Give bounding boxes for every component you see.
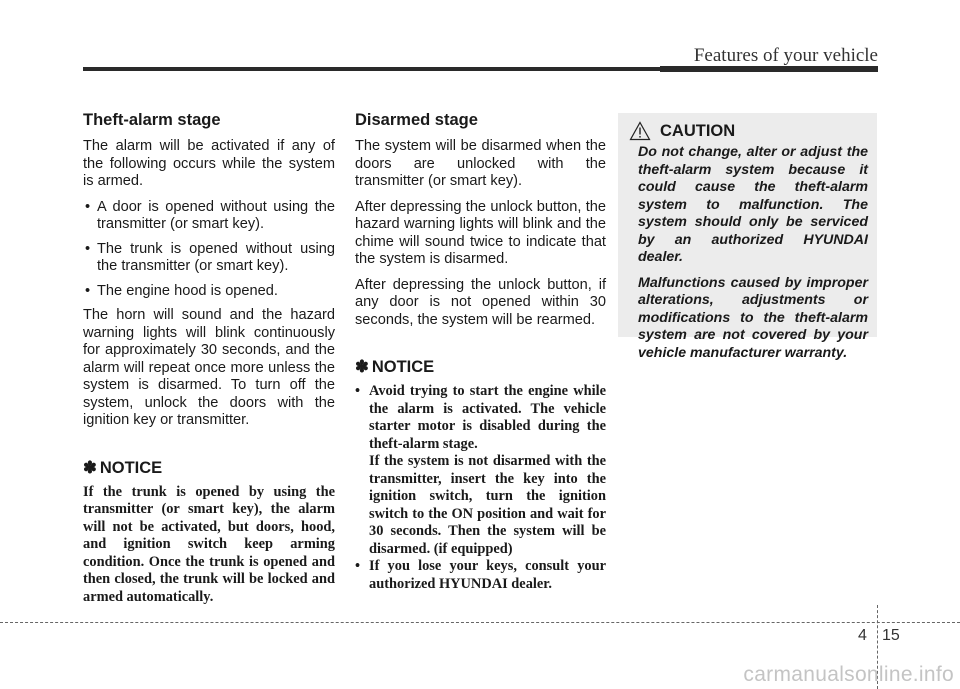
disarmed-para-3: After depressing the unlock button, if any door is not opened within 30 seconds, the system will be rearmed. [355,276,606,328]
caution-box [618,113,877,361]
disarmed-para-1: The system will be disarmed when the doors are unlocked with the transmitter (or smart key). [355,138,606,189]
list-item: • A door is opened without using the transmitter (or smart key). [85,198,335,232]
column-left [83,110,335,606]
notice-star-icon: ✽ [83,458,97,477]
list-item: • If you lose your keys, consult your authorized HYUNDAI dealer. [355,558,606,592]
caution-title: CAUTION [660,121,736,140]
theft-alarm-bullets [83,199,335,301]
list-item: • Avoid trying to start the engine while the alarm is activated. The vehicle starter motor is disabled during the theft-alarm stage. If the system is not disarmed with the transmitter, insert the key into the ignition switch, turn the ignition switch to the ON position and wait for 30 seconds. Then the system will be disarmed. (if equipped) [355,383,606,557]
notice-text-left: If the trunk is opened by using the transmitter (or smart key), the alarm will not be activated, but doors, hood, and ignition switch keep arming condition. Once the trunk is opened and then closed, the trunk will be locked and armed automatically. [83,483,335,605]
column-middle [355,110,606,593]
page-header-title: Features of your vehicle [693,45,878,66]
chapter-number: 4 [858,627,867,644]
page-number: 15 [882,627,900,644]
section-heading-theft-alarm: Theft-alarm stage [83,111,221,129]
notice-bullets-middle [355,383,606,593]
disarmed-para-2: After depressing the unlock button, the hazard warning lights will blink and the chime will sound twice to indicate that the system is disarmed. [355,198,606,267]
notice-heading-left: ✽ NOTICE [83,458,163,477]
section-heading-disarmed: Disarmed stage [355,111,478,129]
theft-alarm-intro: The alarm will be activated if any of the following occurs while the system is armed. [83,138,335,189]
list-item: • The trunk is opened without using the transmitter (or smart key). [85,240,335,274]
notice-heading-middle: ✽ NOTICE [355,358,435,376]
notice-star-icon: ✽ [355,358,369,376]
theft-alarm-body: The horn will sound and the hazard warning lights will blink continuously for approximately 30 seconds, and the alarm will repeat once more unless the system is disarmed. To turn off the system, unlock the doors with the ignition key or transmitter. [83,307,335,428]
caution-para-1: Do not change, alter or adjust the theft-alarm system because it could cause the theft-alarm system to malfunction. The system should only be serviced by an authorized HYUNDAI dealer. [638,144,868,265]
list-item: • The engine hood is opened. [85,282,278,299]
warning-triangle-icon [629,121,651,141]
caution-header [629,121,868,141]
watermark: carmanualsonline.info [743,663,954,686]
footer-rule [0,622,960,623]
header-rule-accent [660,66,878,72]
caution-para-2: Malfunctions caused by improper alterations, adjustments or modifications to the theft-alarm system are not covered by your vehicle manufacturer warranty. [638,274,868,361]
